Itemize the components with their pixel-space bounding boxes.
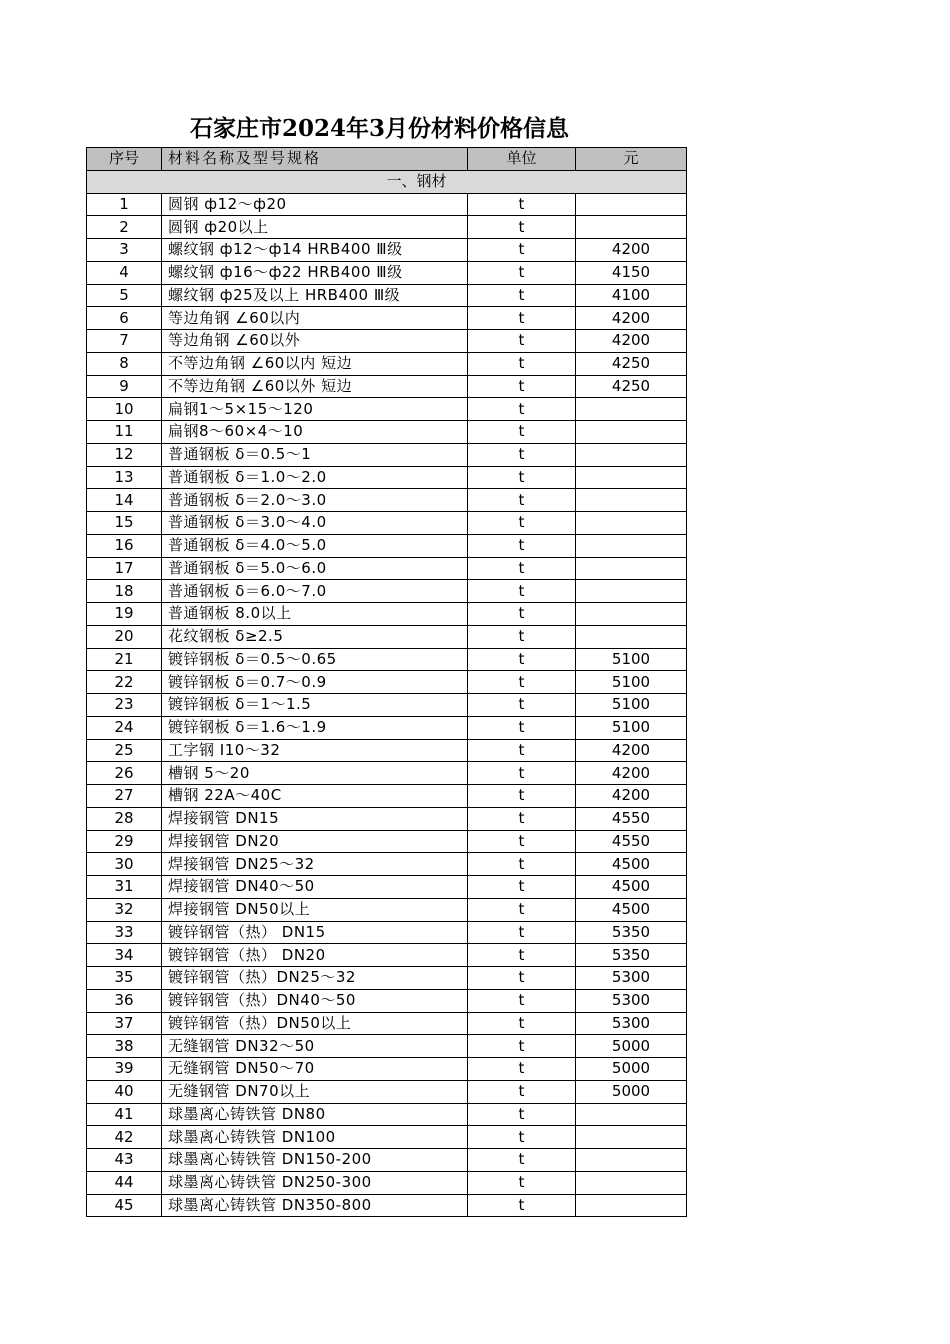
row-name: 普通钢板 δ＝4.0～5.0 <box>162 534 468 557</box>
row-name: 球墨离心铸铁管 DN80 <box>162 1103 468 1126</box>
row-price: 4200 <box>576 762 687 785</box>
row-price <box>576 398 687 421</box>
row-unit: t <box>468 443 576 466</box>
row-name: 普通钢板 8.0以上 <box>162 603 468 626</box>
row-name: 普通钢板 δ＝0.5～1 <box>162 443 468 466</box>
row-price <box>576 1171 687 1194</box>
row-name: 圆钢 ф20以上 <box>162 216 468 239</box>
row-no: 22 <box>87 671 162 694</box>
table-row <box>87 944 687 967</box>
row-no: 2 <box>87 216 162 239</box>
row-unit: t <box>468 352 576 375</box>
row-name: 球墨离心铸铁管 DN250-300 <box>162 1171 468 1194</box>
row-unit: t <box>468 557 576 580</box>
row-unit: t <box>468 648 576 671</box>
table-row <box>87 830 687 853</box>
row-price: 5000 <box>576 1080 687 1103</box>
row-unit: t <box>468 307 576 330</box>
row-no: 37 <box>87 1012 162 1035</box>
table-row <box>87 921 687 944</box>
row-no: 30 <box>87 853 162 876</box>
price-table <box>86 147 687 1217</box>
table-row <box>87 580 687 603</box>
row-price <box>576 603 687 626</box>
table-row <box>87 239 687 262</box>
row-name: 镀锌钢管（热） DN20 <box>162 944 468 967</box>
row-no: 34 <box>87 944 162 967</box>
row-price: 4550 <box>576 807 687 830</box>
row-unit: t <box>468 216 576 239</box>
row-price: 4200 <box>576 739 687 762</box>
row-no: 31 <box>87 876 162 899</box>
row-name: 镀锌钢管（热）DN50以上 <box>162 1012 468 1035</box>
table-row <box>87 1171 687 1194</box>
header-unit: 单位 <box>468 148 576 171</box>
row-price: 5100 <box>576 648 687 671</box>
row-no: 26 <box>87 762 162 785</box>
row-unit: t <box>468 330 576 353</box>
table-row <box>87 603 687 626</box>
row-no: 28 <box>87 807 162 830</box>
row-name: 焊接钢管 DN25～32 <box>162 853 468 876</box>
row-name: 焊接钢管 DN20 <box>162 830 468 853</box>
table-row <box>87 739 687 762</box>
row-unit: t <box>468 807 576 830</box>
header-name: 材料名称及型号规格 <box>162 148 468 171</box>
price-table-body <box>87 148 687 1217</box>
row-price <box>576 580 687 603</box>
row-name: 焊接钢管 DN50以上 <box>162 898 468 921</box>
row-unit: t <box>468 534 576 557</box>
row-name: 焊接钢管 DN15 <box>162 807 468 830</box>
row-name: 工字钢 Ⅰ10～32 <box>162 739 468 762</box>
row-no: 13 <box>87 466 162 489</box>
row-no: 15 <box>87 512 162 535</box>
table-row <box>87 648 687 671</box>
row-name: 镀锌钢管（热） DN15 <box>162 921 468 944</box>
row-no: 39 <box>87 1058 162 1081</box>
row-price: 4150 <box>576 261 687 284</box>
row-price: 4100 <box>576 284 687 307</box>
row-name: 镀锌钢板 δ＝1～1.5 <box>162 694 468 717</box>
table-row <box>87 762 687 785</box>
table-row <box>87 466 687 489</box>
row-unit: t <box>468 375 576 398</box>
row-no: 12 <box>87 443 162 466</box>
row-price: 5300 <box>576 1012 687 1035</box>
row-price: 5000 <box>576 1035 687 1058</box>
row-name: 圆钢 ф12～ф20 <box>162 193 468 216</box>
row-price: 4200 <box>576 239 687 262</box>
row-price <box>576 193 687 216</box>
row-unit: t <box>468 1080 576 1103</box>
row-unit: t <box>468 762 576 785</box>
row-name: 球墨离心铸铁管 DN150-200 <box>162 1149 468 1172</box>
row-no: 29 <box>87 830 162 853</box>
row-name: 等边角钢 ∠60以内 <box>162 307 468 330</box>
row-name: 镀锌钢管（热）DN25～32 <box>162 967 468 990</box>
row-no: 6 <box>87 307 162 330</box>
row-price <box>576 421 687 444</box>
table-row <box>87 1058 687 1081</box>
row-price <box>576 443 687 466</box>
table-row <box>87 876 687 899</box>
row-no: 9 <box>87 375 162 398</box>
row-no: 32 <box>87 898 162 921</box>
table-row <box>87 307 687 330</box>
table-row <box>87 1126 687 1149</box>
row-unit: t <box>468 853 576 876</box>
row-price: 4200 <box>576 785 687 808</box>
row-unit: t <box>468 921 576 944</box>
row-no: 19 <box>87 603 162 626</box>
table-row <box>87 375 687 398</box>
row-name: 镀锌钢管（热）DN40～50 <box>162 989 468 1012</box>
table-row <box>87 853 687 876</box>
table-row <box>87 534 687 557</box>
table-row <box>87 1149 687 1172</box>
table-row <box>87 216 687 239</box>
table-row <box>87 193 687 216</box>
row-no: 7 <box>87 330 162 353</box>
row-price: 4550 <box>576 830 687 853</box>
row-name: 花纹钢板 δ≥2.5 <box>162 625 468 648</box>
row-name: 不等边角钢 ∠60以外 短边 <box>162 375 468 398</box>
row-price <box>576 1103 687 1126</box>
row-unit: t <box>468 261 576 284</box>
row-no: 4 <box>87 261 162 284</box>
row-no: 38 <box>87 1035 162 1058</box>
row-price: 4500 <box>576 853 687 876</box>
table-row <box>87 352 687 375</box>
table-row <box>87 989 687 1012</box>
row-price: 4500 <box>576 898 687 921</box>
row-unit: t <box>468 1126 576 1149</box>
table-row <box>87 421 687 444</box>
row-no: 3 <box>87 239 162 262</box>
row-no: 8 <box>87 352 162 375</box>
table-row <box>87 443 687 466</box>
row-no: 43 <box>87 1149 162 1172</box>
table-row <box>87 512 687 535</box>
row-price: 5300 <box>576 989 687 1012</box>
row-name: 扁钢1～5×15～120 <box>162 398 468 421</box>
row-name: 普通钢板 δ＝2.0～3.0 <box>162 489 468 512</box>
row-unit: t <box>468 716 576 739</box>
row-price: 4200 <box>576 330 687 353</box>
row-unit: t <box>468 398 576 421</box>
row-name: 镀锌钢板 δ＝0.5～0.65 <box>162 648 468 671</box>
row-no: 11 <box>87 421 162 444</box>
row-unit: t <box>468 898 576 921</box>
table-row <box>87 694 687 717</box>
table-row <box>87 1012 687 1035</box>
row-name: 不等边角钢 ∠60以内 短边 <box>162 352 468 375</box>
row-price <box>576 557 687 580</box>
table-row <box>87 671 687 694</box>
row-unit: t <box>468 989 576 1012</box>
row-name: 普通钢板 δ＝1.0～2.0 <box>162 466 468 489</box>
table-row <box>87 716 687 739</box>
row-no: 1 <box>87 193 162 216</box>
row-price: 5300 <box>576 967 687 990</box>
row-unit: t <box>468 1103 576 1126</box>
row-unit: t <box>468 944 576 967</box>
row-no: 25 <box>87 739 162 762</box>
row-price <box>576 534 687 557</box>
row-name: 无缝钢管 DN70以上 <box>162 1080 468 1103</box>
section-row <box>87 170 687 193</box>
table-row <box>87 1194 687 1217</box>
row-no: 18 <box>87 580 162 603</box>
row-no: 24 <box>87 716 162 739</box>
row-unit: t <box>468 967 576 990</box>
row-no: 41 <box>87 1103 162 1126</box>
row-name: 球墨离心铸铁管 DN350-800 <box>162 1194 468 1217</box>
table-row <box>87 625 687 648</box>
row-name: 球墨离心铸铁管 DN100 <box>162 1126 468 1149</box>
row-no: 35 <box>87 967 162 990</box>
table-row <box>87 1103 687 1126</box>
row-unit: t <box>468 193 576 216</box>
row-unit: t <box>468 694 576 717</box>
row-price <box>576 625 687 648</box>
row-name: 普通钢板 δ＝3.0～4.0 <box>162 512 468 535</box>
row-price: 4250 <box>576 375 687 398</box>
row-unit: t <box>468 739 576 762</box>
row-name: 普通钢板 δ＝6.0～7.0 <box>162 580 468 603</box>
header-no: 序号 <box>87 148 162 171</box>
row-price <box>576 1194 687 1217</box>
row-no: 14 <box>87 489 162 512</box>
row-no: 10 <box>87 398 162 421</box>
row-price <box>576 489 687 512</box>
row-no: 44 <box>87 1171 162 1194</box>
table-row <box>87 261 687 284</box>
row-name: 螺纹钢 ф12～ф14 HRB400 Ⅲ级 <box>162 239 468 262</box>
row-unit: t <box>468 671 576 694</box>
section-title: 一、钢材 <box>87 170 687 193</box>
row-price <box>576 1126 687 1149</box>
row-unit: t <box>468 421 576 444</box>
row-no: 20 <box>87 625 162 648</box>
row-name: 槽钢 22A～40C <box>162 785 468 808</box>
row-name: 扁钢8～60×4～10 <box>162 421 468 444</box>
row-price <box>576 216 687 239</box>
table-row <box>87 1080 687 1103</box>
row-price: 5100 <box>576 716 687 739</box>
row-unit: t <box>468 284 576 307</box>
row-no: 5 <box>87 284 162 307</box>
row-unit: t <box>468 466 576 489</box>
row-price: 4500 <box>576 876 687 899</box>
row-name: 无缝钢管 DN50～70 <box>162 1058 468 1081</box>
row-no: 17 <box>87 557 162 580</box>
row-unit: t <box>468 1149 576 1172</box>
row-no: 33 <box>87 921 162 944</box>
row-unit: t <box>468 239 576 262</box>
row-name: 镀锌钢板 δ＝1.6～1.9 <box>162 716 468 739</box>
row-price <box>576 512 687 535</box>
table-row <box>87 330 687 353</box>
table-row <box>87 898 687 921</box>
row-unit: t <box>468 1058 576 1081</box>
table-row <box>87 967 687 990</box>
row-price: 5000 <box>576 1058 687 1081</box>
row-unit: t <box>468 876 576 899</box>
row-no: 36 <box>87 989 162 1012</box>
row-no: 21 <box>87 648 162 671</box>
row-no: 40 <box>87 1080 162 1103</box>
header-row <box>87 148 687 171</box>
row-unit: t <box>468 1035 576 1058</box>
row-no: 27 <box>87 785 162 808</box>
row-price: 5350 <box>576 944 687 967</box>
row-price: 5100 <box>576 694 687 717</box>
header-price: 元 <box>576 148 687 171</box>
row-name: 等边角钢 ∠60以外 <box>162 330 468 353</box>
row-price <box>576 1149 687 1172</box>
row-unit: t <box>468 1012 576 1035</box>
row-unit: t <box>468 1171 576 1194</box>
table-row <box>87 785 687 808</box>
row-name: 螺纹钢 ф25及以上 HRB400 Ⅲ级 <box>162 284 468 307</box>
table-row <box>87 1035 687 1058</box>
row-price: 5350 <box>576 921 687 944</box>
row-no: 16 <box>87 534 162 557</box>
row-name: 螺纹钢 ф16～ф22 HRB400 Ⅲ级 <box>162 261 468 284</box>
page-title: 石家庄市2024年3月份材料价格信息 <box>190 115 570 142</box>
row-unit: t <box>468 512 576 535</box>
row-unit: t <box>468 489 576 512</box>
row-unit: t <box>468 830 576 853</box>
row-name: 普通钢板 δ＝5.0～6.0 <box>162 557 468 580</box>
row-price: 5100 <box>576 671 687 694</box>
row-price <box>576 466 687 489</box>
row-no: 42 <box>87 1126 162 1149</box>
row-unit: t <box>468 785 576 808</box>
row-name: 镀锌钢板 δ＝0.7～0.9 <box>162 671 468 694</box>
row-no: 45 <box>87 1194 162 1217</box>
table-row <box>87 557 687 580</box>
row-unit: t <box>468 603 576 626</box>
table-row <box>87 489 687 512</box>
row-price: 4200 <box>576 307 687 330</box>
row-name: 焊接钢管 DN40～50 <box>162 876 468 899</box>
row-no: 23 <box>87 694 162 717</box>
table-row <box>87 398 687 421</box>
row-unit: t <box>468 1194 576 1217</box>
row-name: 槽钢 5～20 <box>162 762 468 785</box>
row-unit: t <box>468 580 576 603</box>
row-price: 4250 <box>576 352 687 375</box>
table-row <box>87 284 687 307</box>
row-unit: t <box>468 625 576 648</box>
row-name: 无缝钢管 DN32～50 <box>162 1035 468 1058</box>
table-row <box>87 807 687 830</box>
